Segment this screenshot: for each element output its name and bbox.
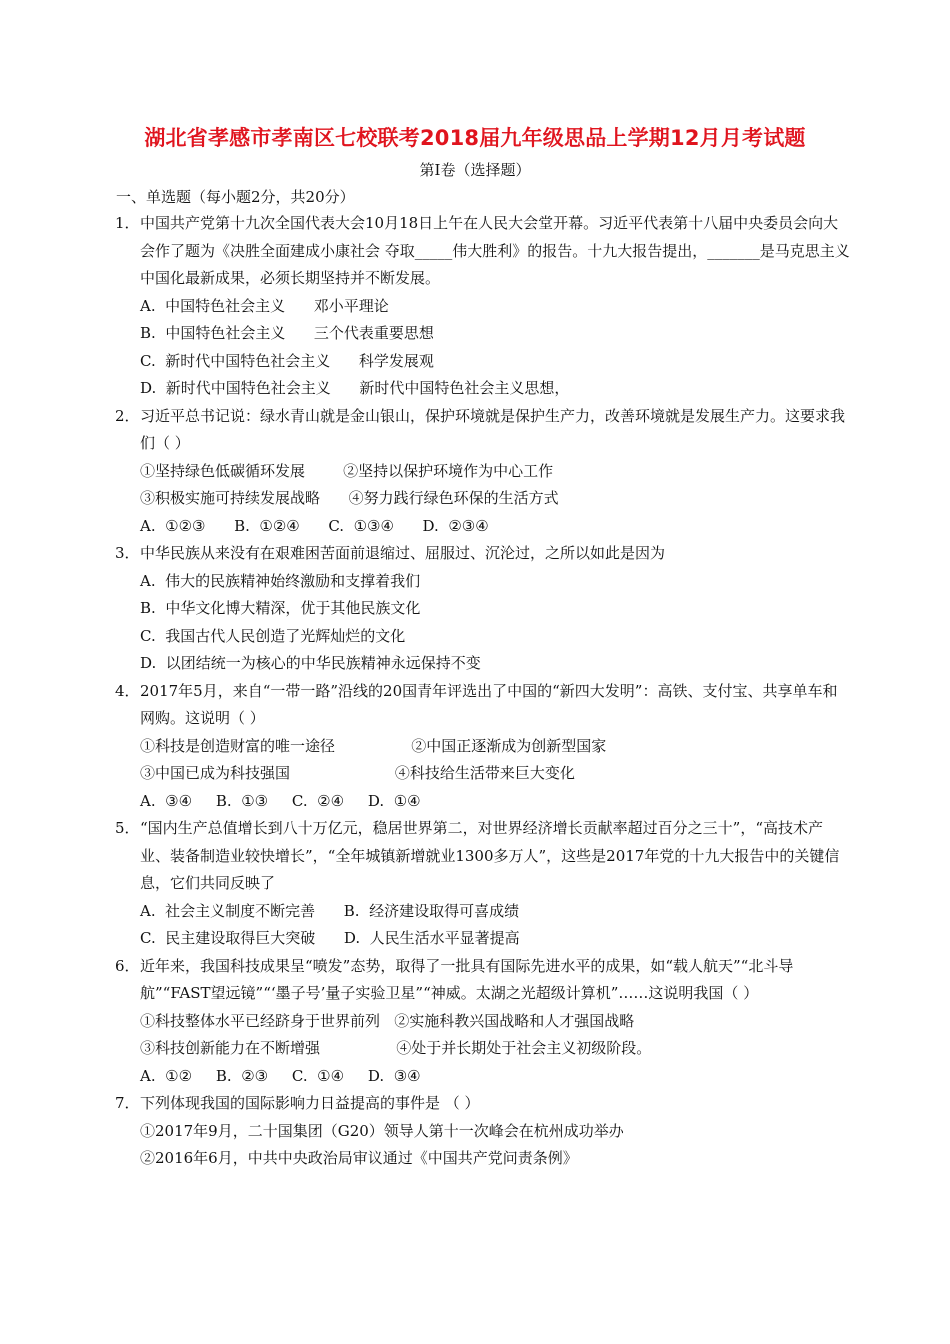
question-option-line: ①科技整体水平已经跻身于世界前列 ②实施科教兴国战略和人才强国战略 <box>140 1011 635 1030</box>
question-stem <box>115 678 850 733</box>
question-option-line: A. ①②③ B. ①②④ C. ①③④ D. ②③④ <box>140 516 489 535</box>
question-text: “国内生产总值增长到八十万亿元，稳居世界第二，对世界经济增长贡献率超过百分之三十”，“高技术产业、装备制造业较快增长”，“全年城镇新增就业1300多万人”，这些是2017年党的十九大报告中的关键信息，它们共同反映了 <box>140 819 840 892</box>
question-2 <box>115 403 850 541</box>
question-stem <box>115 403 850 458</box>
section-heading: 一、单选题（每小题2分，共20分） <box>116 188 355 206</box>
question-3 <box>115 540 850 678</box>
volume-heading: 第Ⅰ卷（选择题） <box>419 161 531 179</box>
question-stem <box>115 1090 850 1118</box>
question-text: 中华民族从来没有在艰难困苦面前退缩过、屈服过、沉沦过，之所以如此是因为 <box>140 544 666 562</box>
question-number: 4． <box>115 681 140 700</box>
question-text: 下列体现我国的国际影响力日益提高的事件是 （ ） <box>140 1094 480 1112</box>
question-stem <box>115 210 850 293</box>
question-number: 7． <box>115 1094 140 1112</box>
question-option-line: ①科技是创造财富的唯一途径 ②中国正逐渐成为创新型国家 <box>140 736 607 755</box>
question-7 <box>115 1090 850 1173</box>
question-option-line: A. 中国特色社会主义 邓小平理论 <box>140 296 389 315</box>
question-option-line: C. 民主建设取得巨大突破 D. 人民生活水平显著提高 <box>140 929 520 947</box>
question-option-line: D. 以团结统一为核心的中华民族精神永远保持不变 <box>140 654 481 672</box>
question-6 <box>115 953 850 1091</box>
question-option-line: B. 中国特色社会主义 三个代表重要思想 <box>140 324 434 342</box>
question-number: 1． <box>115 214 140 232</box>
exam-title: 湖北省孝感市孝南区七校联考2018届九年级思品上学期12月月考试题 <box>144 126 806 150</box>
question-number: 2． <box>115 406 140 425</box>
question-option-line: ①坚持绿色低碳循环发展 ②坚持以保护环境作为中心工作 <box>140 461 554 480</box>
question-stem <box>115 540 850 568</box>
question-text: 习近平总书记说：绿水青山就是金山银山，保护环境就是保护生产力，改善环境就是发展生产力。这要求我们（ ） <box>140 406 846 452</box>
question-option-line: ③中国已成为科技强国 ④科技给生活带来巨大变化 <box>140 764 575 782</box>
question-option-line: ③积极实施可持续发展战略 ④努力践行绿色环保的生活方式 <box>140 489 559 507</box>
question-option-line: ②2016年6月，中共中央政治局审议通过《中国共产党问责条例》 <box>140 1149 578 1167</box>
question-option-line: A. ③④ B. ①③ C. ②④ D. ①④ <box>140 791 421 810</box>
question-number: 5． <box>115 819 140 837</box>
question-4 <box>115 678 850 816</box>
question-option-line: ①2017年9月，二十国集团（G20）领导人第十一次峰会在杭州成功举办 <box>140 1121 624 1140</box>
question-option-line: C. 我国古代人民创造了光辉灿烂的文化 <box>140 626 406 645</box>
question-1 <box>115 210 850 403</box>
question-option-line: B. 中华文化博大精深，优于其他民族文化 <box>140 599 421 617</box>
question-option-line: D. 新时代中国特色社会主义 新时代中国特色社会主义思想， <box>140 379 570 397</box>
question-option-line: A. 伟大的民族精神始终激励和支撑着我们 <box>140 571 421 590</box>
question-option-line: ③科技创新能力在不断增强 ④处于并长期处于社会主义初级阶段。 <box>140 1039 652 1057</box>
question-number: 6． <box>115 956 140 975</box>
question-stem <box>115 953 850 1008</box>
question-option-line: A. ①② B. ②③ C. ①④ D. ③④ <box>140 1066 421 1085</box>
question-number: 3． <box>115 544 140 562</box>
question-stem <box>115 815 850 898</box>
question-text: 2017年5月，来自“一带一路”沿线的20国青年评选出了中国的“新四大发明”：高铁、支付宝、共享单车和网购。这说明（ ） <box>140 681 838 727</box>
question-list <box>115 210 850 1173</box>
question-5 <box>115 815 850 953</box>
question-text: 中国共产党第十九次全国代表大会10月18日上午在人民大会堂开幕。习近平代表第十八届中央委员会向大会作了题为《决胜全面建成小康社会 夺取_____伟大胜利》的报告。十九大报告提出，_______是马克思主义中国化最新成果，必须长期坚持并不断发展。 <box>140 214 850 287</box>
question-text: 近年来，我国科技成果呈“喷发”态势，取得了一批具有国际先进水平的成果，如“载人航天”“北斗导航”“FAST望远镜”“‘墨子号’量子实验卫星”“神威。太湖之光超级计算机”……这说明我国（ ） <box>140 956 794 1002</box>
question-option-line: C. 新时代中国特色社会主义 科学发展观 <box>140 351 434 370</box>
question-option-line: A. 社会主义制度不断完善 B. 经济建设取得可喜成绩 <box>140 901 520 920</box>
